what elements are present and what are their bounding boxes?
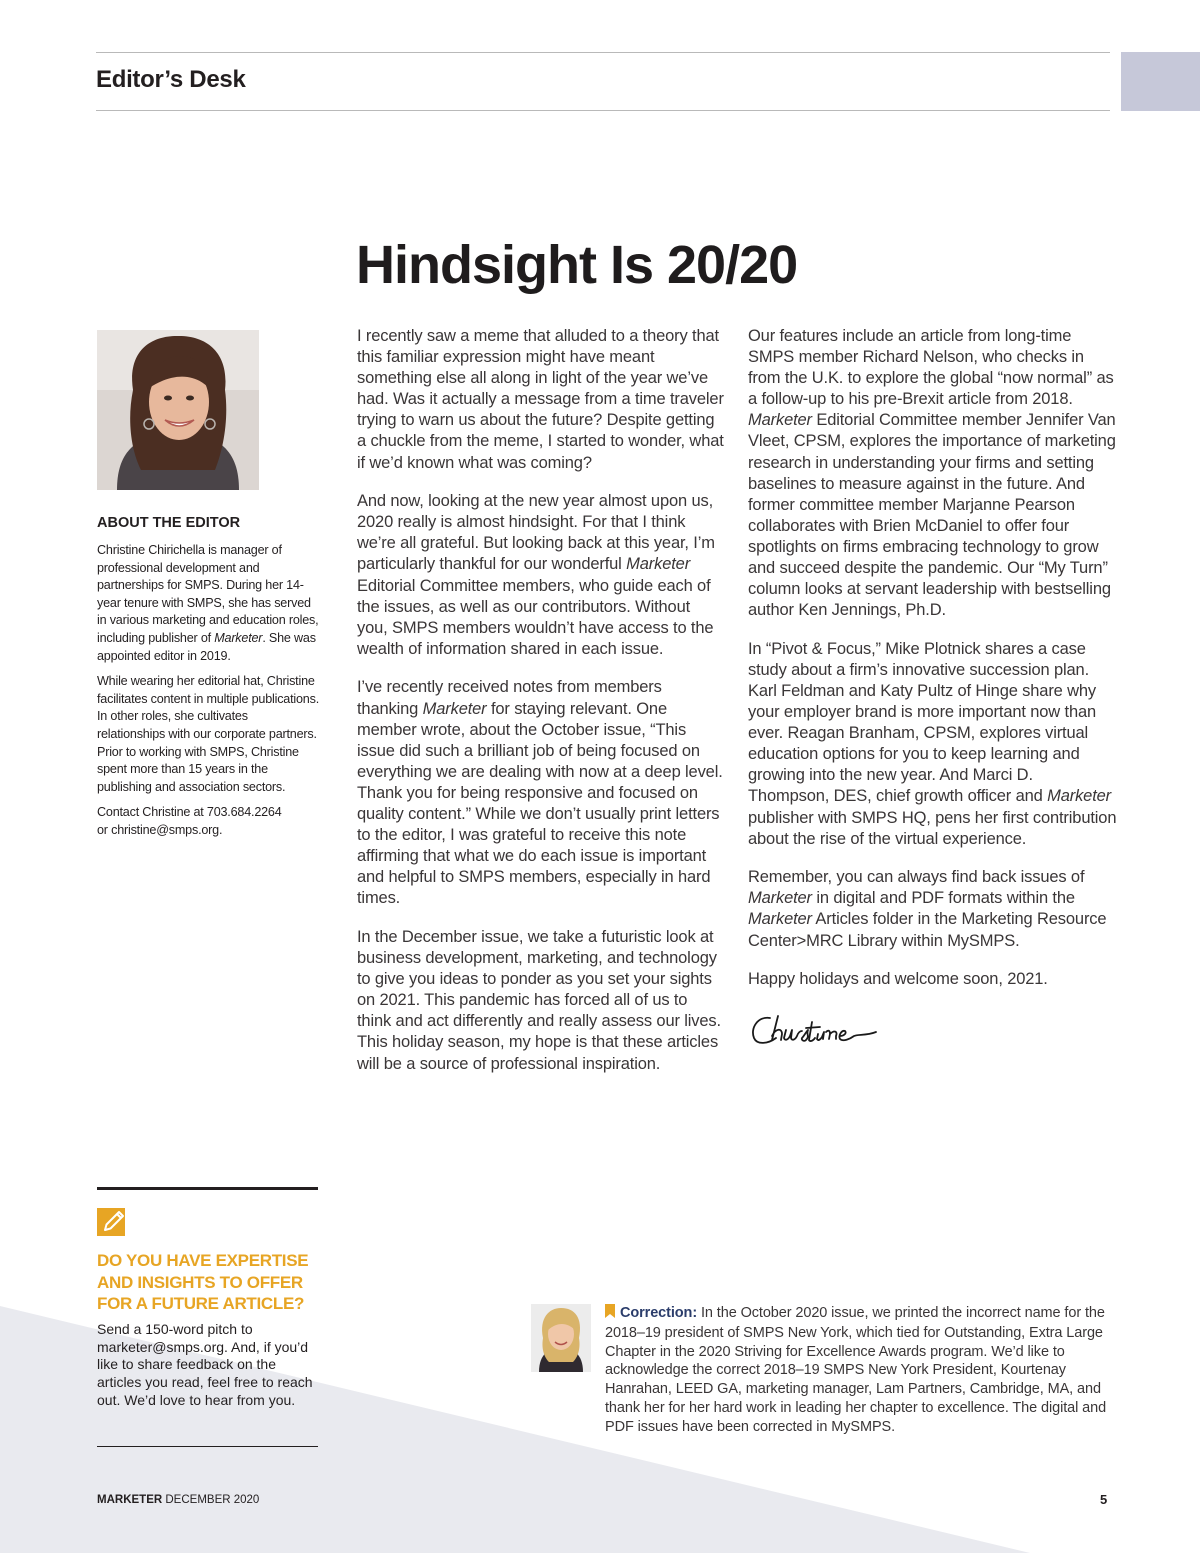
about-editor-paragraph: While wearing her editorial hat, Christine facilitates content in multiple publications. In other roles, she cultivates relationships with our corporate partners. Prior to working with SMPS, Christine spent more than 15 years in the publishing and association sectors.	[97, 674, 320, 794]
footer-issue: MARKETER DECEMBER 2020	[97, 1494, 260, 1506]
correction-photo	[531, 1304, 591, 1372]
cta-body: Send a 150-word pitch to marketer@smps.org. And, if you’d like to share feedback on the articles you read, feel free to reach out. We’d love to hear from you.	[97, 1321, 313, 1408]
editor-email: or christine@smps.org.	[97, 822, 223, 837]
article-paragraph: And now, looking at the new year almost upon us, 2020 really is almost hindsight. For that I think we’re all grateful. But looking back at this year, I’m particularly thankful for our wonderful Marketer Editorial Committee members, who guide each of the issues, as well as our contributors. Without you, SMPS members wouldn’t have access to the wealth of information shared in each issue.	[357, 492, 715, 658]
article-column-1	[357, 326, 725, 1092]
editor-signature	[748, 1008, 1118, 1056]
article-paragraph: I recently saw a meme that alluded to a theory that this familiar expression might have meant something else all along in light of the year we’ve had. Was it actually a message from a time traveler trying to warn us about the future? Despite getting a chuckle from the meme, I started to wonder, what if we’d known what was coming?	[357, 327, 724, 472]
headline: Hindsight Is 20/20	[356, 235, 798, 295]
article-paragraph: Our features include an article from long-time SMPS member Richard Nelson, who checks in from the U.K. to explore the global “now normal” as a follow-up to his pre-Brexit article from 2018. Marketer Editorial Committee member Jennifer Van Vleet, CPSM, explores the importance of marketing research in understanding your firms and setting baselines to measure against in the future. And former committee member Marjanne Pearson collaborates with Brien McDaniel to offer four spotlights on firms embracing technology to grow and succeed despite the pandemic. Our “My Turn” column looks at servant leadership with bestselling author Ken Jennings, Ph.D.	[748, 327, 1116, 620]
header-underline	[96, 110, 1110, 111]
top-rule	[96, 52, 1110, 53]
page-number: 5	[1100, 1492, 1108, 1507]
article-column-2	[748, 326, 1118, 1056]
correction-note	[605, 1304, 1115, 1437]
cta-title: DO YOU HAVE EXPERTISE AND INSIGHTS TO OFFER FOR A FUTURE ARTICLE?	[97, 1251, 309, 1313]
pencil-edit-icon	[97, 1206, 129, 1238]
sidebar-rule-top	[97, 1187, 318, 1190]
footer-brand: MARKETER	[97, 1494, 163, 1506]
correction-label: Correction:	[620, 1305, 698, 1321]
article-paragraph: In “Pivot & Focus,” Mike Plotnick shares a case study about a firm’s innovative succession plan. Karl Feldman and Katy Pultz of Hinge share why your employer brand is more important now than ever. Reagan Branham, CPSM, explores virtual education options for you to keep learning and growing into the new year. And Marci D. Thompson, DES, chief growth officer and Marketer publisher with SMPS HQ, pens her first contribution about the rise of the virtual experience.	[748, 639, 1117, 848]
section-tab-block	[1121, 52, 1200, 111]
editor-photo	[97, 330, 259, 490]
about-editor-contact: Contact Christine at 703.684.2264 or christine@smps.org.	[97, 805, 282, 837]
about-editor-paragraph: Christine Chirichella is manager of professional development and partnerships for SMPS. During her 14-year tenure with SMPS, she has served in various marketing and education roles, including publisher of Marketer. She was appointed editor in 2019.	[97, 543, 319, 663]
article-paragraph: Remember, you can always find back issues of Marketer in digital and PDF formats within the Marketer Articles folder in the Marketing Resource Center>MRC Library within MySMPS.	[748, 868, 1107, 950]
bookmark-icon	[605, 1304, 615, 1324]
correction-text: In the October 2020 issue, we printed the incorrect name for the 2018–19 president of SMPS New York, which tied for Outstanding, Extra Large Chapter in the 2020 Striving for Excellence Awards program. We’d like to acknowledge the correct 2018–19 SMPS New York President, Kourtenay Hanrahan, LEED GA, marketing manager, Lam Partners, Cambridge, MA, and thank her for her hard work in leading her chapter to excellence. The digital and PDF issues have been corrected in MySMPS.	[605, 1305, 1107, 1435]
section-label: Editor’s Desk	[96, 66, 246, 93]
about-editor-title: ABOUT THE EDITOR	[97, 515, 241, 531]
article-paragraph: I’ve recently received notes from members thanking Marketer for staying relevant. One member wrote, about the October issue, “This issue did such a brilliant job of being focused on everything we are dealing with now at a deep level. Thank you for being responsive and focused on quality content.” While we don’t usually print letters to the editor, I was grateful to receive this note affirming that what we do each issue is important and helpful to SMPS members, especially in hard times.	[357, 678, 723, 908]
sidebar-rule-bottom	[97, 1446, 318, 1447]
article-paragraph: Happy holidays and welcome soon, 2021.	[748, 970, 1048, 989]
article-paragraph: In the December issue, we take a futuristic look at business development, marketing, and technology to give you ideas to ponder as you set your sights on 2021. This pandemic has forced all of us to think and act differently and really assess our lives. This holiday season, my hope is that these articles will be a source of professional inspiration.	[357, 927, 721, 1073]
about-editor-body	[97, 542, 319, 848]
